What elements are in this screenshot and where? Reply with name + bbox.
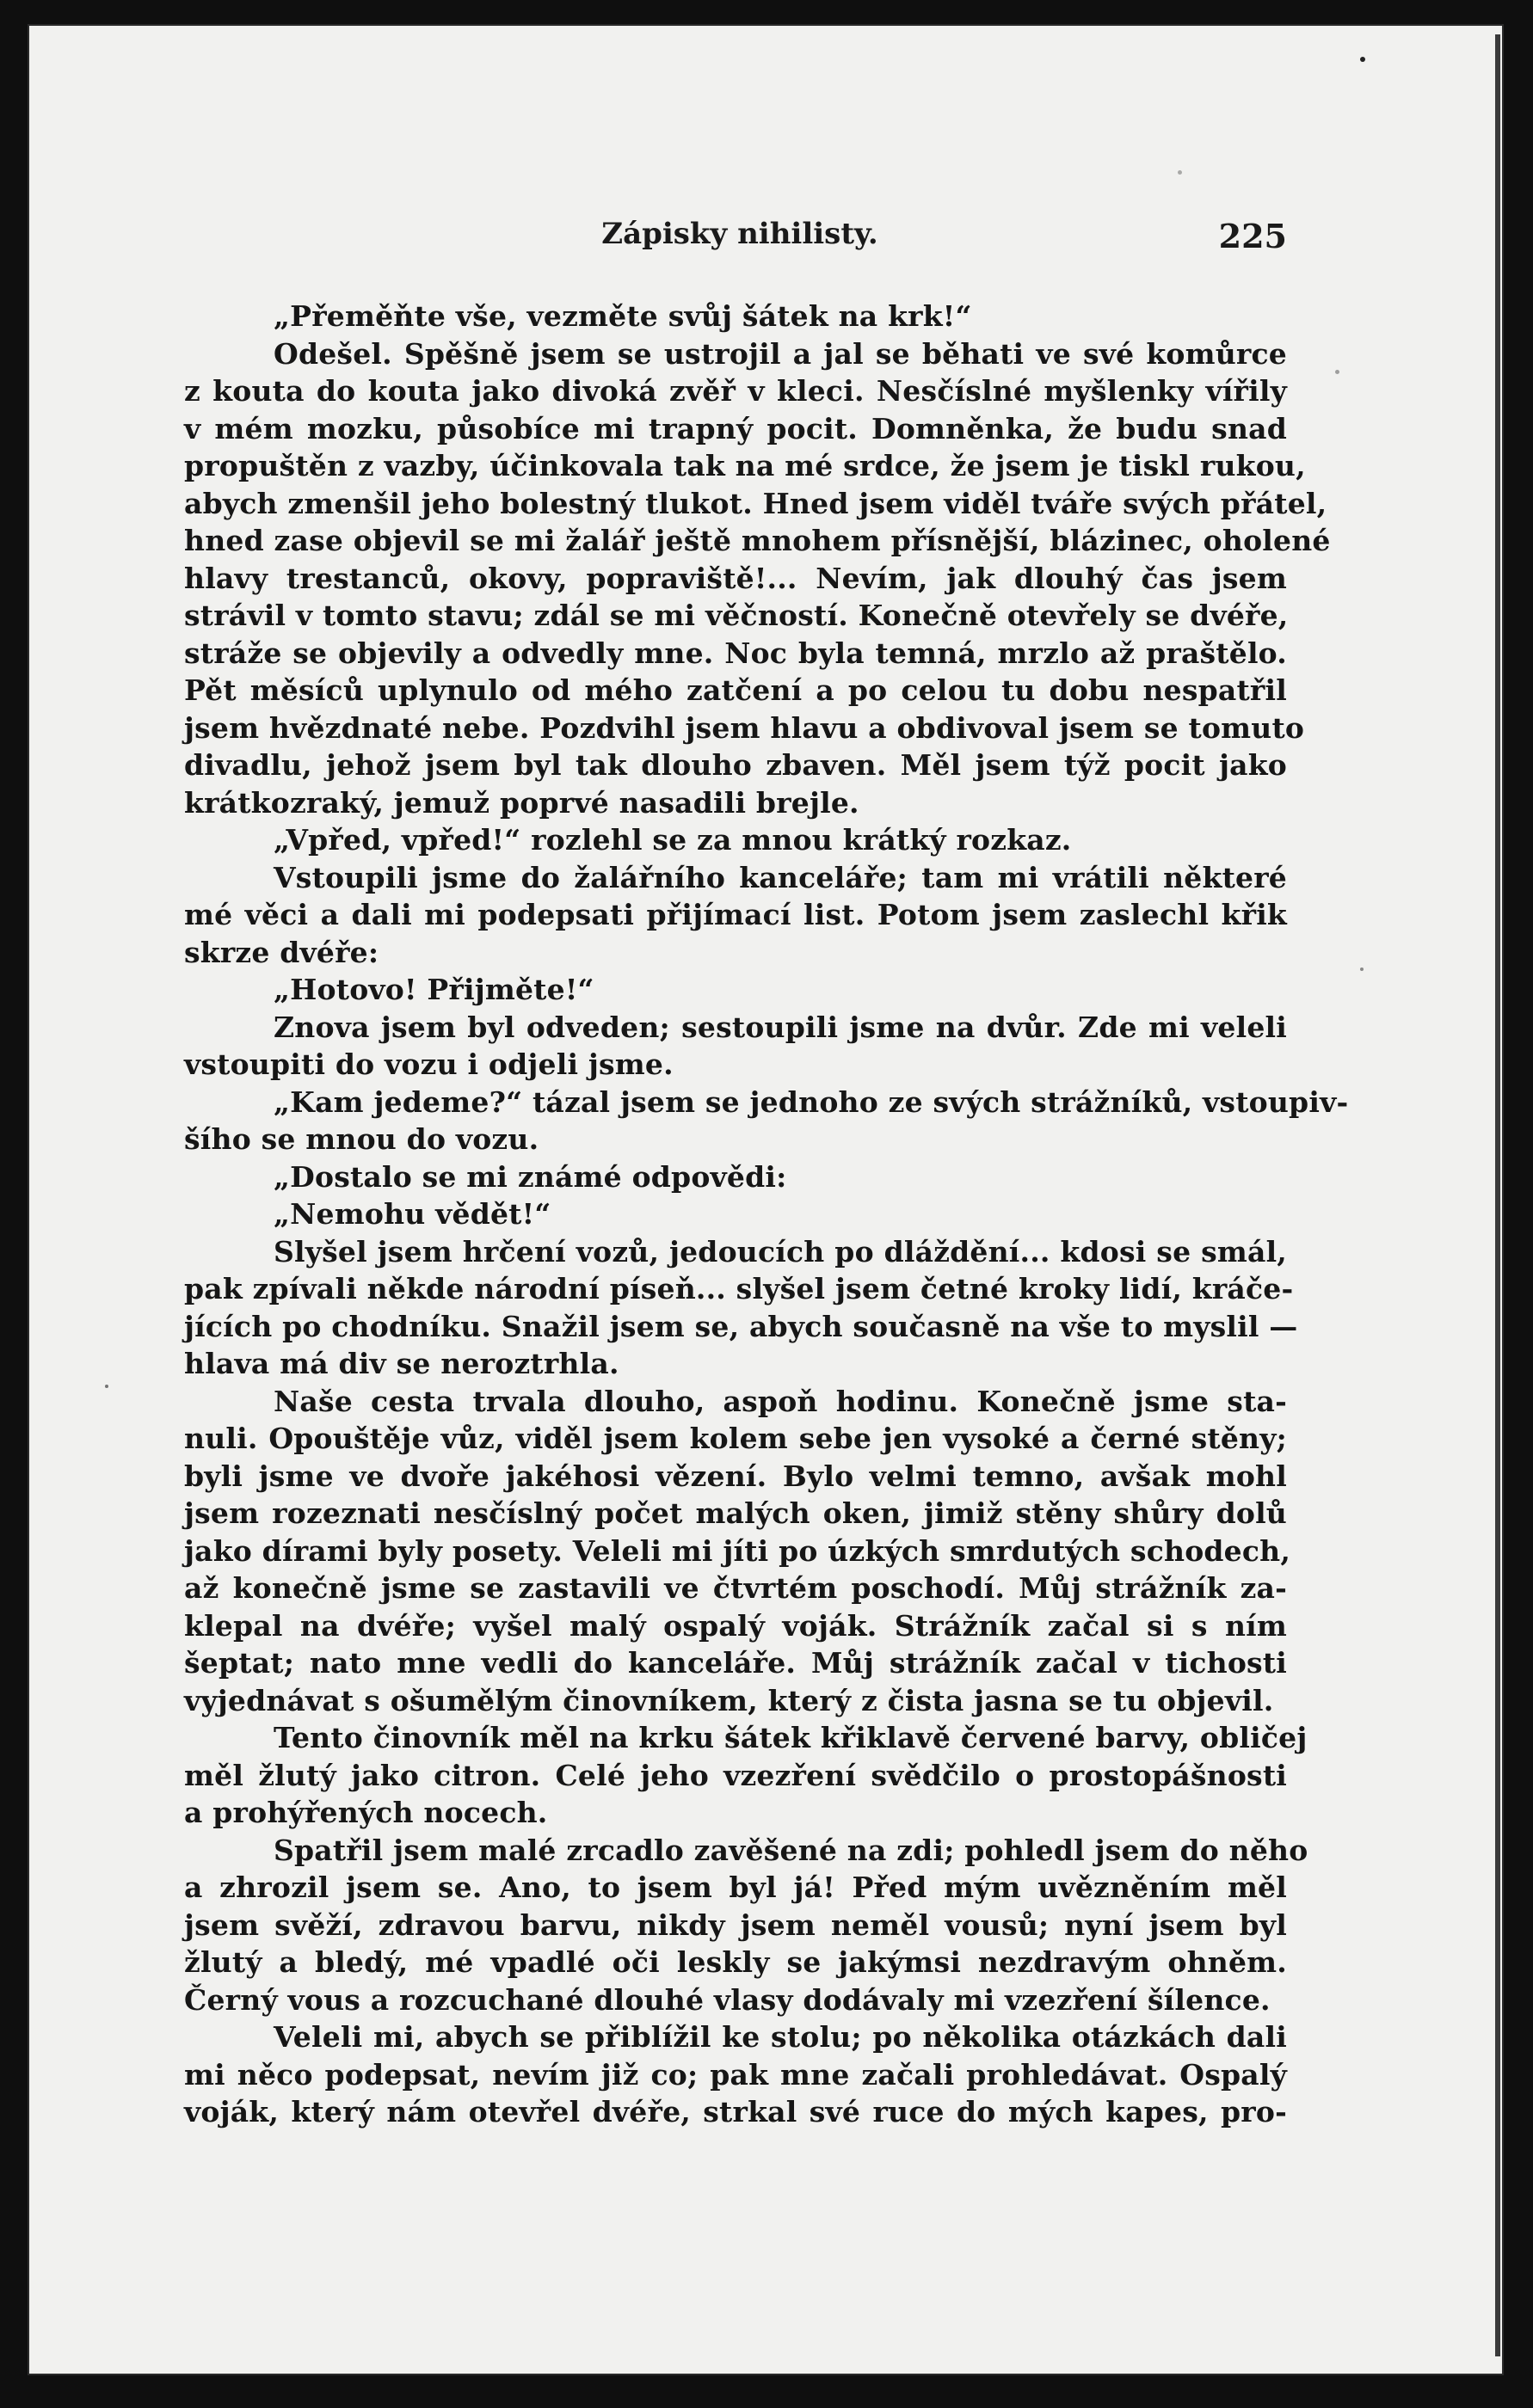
text-line: jících po chodníku. Snažil jsem se, abych současně na vše to myslil — — [184, 1309, 1298, 1343]
text-line: „Kam jedeme?“ tázal jsem se jednoho ze svých strážníků, vstoupiv- — [274, 1084, 1349, 1119]
text-line: Pět měsíců uplynulo od mého zatčení a po celou tu dobu nespatřil — [184, 673, 1287, 707]
book-page — [29, 26, 1502, 2374]
text-line: měl žlutý jako citron. Celé jeho vzezření svědčilo o prostopášnosti — [184, 1758, 1287, 1792]
text-line: a prohýřených nocech. — [184, 1796, 548, 1829]
text-line: Vstoupili jsme do žalářního kanceláře; tam mi vrátili některé — [274, 860, 1287, 894]
text-line: jako dírami byly posety. Veleli mi jíti po úzkých smrdutých schodech, — [184, 1533, 1291, 1568]
text-line: hlavy trestanců, okovy, popraviště!... Nevím, jak dlouhý čas jsem — [184, 561, 1287, 595]
text-line: Naše cesta trvala dlouho, aspoň hodinu. Konečně jsme sta- — [274, 1384, 1287, 1418]
text-line: Tento činovník měl na krku šátek křiklavě červené barvy, obličej — [274, 1721, 1308, 1754]
text-line: „Vpřed, vpřed!“ rozlehl se za mnou krátký rozkaz. — [274, 823, 1072, 857]
text-line: žlutý a bledý, mé vpadlé oči leskly se jakýmsi nezdravým ohněm. — [184, 1945, 1287, 1979]
text-line: „Přeměňte vše, vezměte svůj šátek na krk!“ — [274, 299, 972, 333]
scan-edge — [1495, 34, 1500, 2356]
text-line: propuštěn z vazby, účinkovala tak na mé srdce, že jsem je tiskl rukou, — [184, 449, 1306, 482]
text-line: Slyšel jsem hrčení vozů, jedoucích po dláždění... kdosi se smál, — [274, 1234, 1287, 1268]
text-line: „Dostalo se mi známé odpovědi: — [274, 1159, 787, 1194]
text-line: šeptat; nato mne vedli do kanceláře. Můj strážník začal v tichosti — [184, 1646, 1287, 1680]
text-line: voják, který nám otevřel dvéře, strkal své ruce do mých kapes, pro- — [184, 2095, 1287, 2128]
text-line: Veleli mi, abych se přiblížil ke stolu; po několika otázkách dali — [274, 2020, 1287, 2054]
body-text — [184, 298, 1349, 2131]
text-line: „Hotovo! Přijměte!“ — [274, 973, 594, 1006]
running-title: Zápisky nihilisty. — [601, 217, 878, 251]
text-line: strávil v tomto stavu; zdál se mi věčností. Konečně otevřely se dvéře, — [184, 599, 1289, 632]
scan-speck — [1360, 968, 1364, 971]
text-line: skrze dvéře: — [184, 935, 379, 969]
text-line: v mém mozku, působíce mi trapný pocit. Domněnka, že budu snad — [184, 411, 1287, 445]
text-line: hned zase objevil se mi žalář ještě mnohem přísnější, blázinec, oholené — [184, 524, 1331, 557]
text-line: mi něco podepsat, nevím již co; pak mne začali prohledávat. Ospalý — [184, 2057, 1287, 2092]
scan-speck — [1335, 370, 1339, 374]
text-line: Černý vous a rozcuchané dlouhé vlasy dodávaly mi vzezření šílence. — [184, 1982, 1271, 2017]
text-line: vyjednávat s ošumělým činovníkem, který z čista jasna se tu objevil. — [184, 1683, 1274, 1717]
text-line: jsem hvězdnaté nebe. Pozdvihl jsem hlavu a obdivoval jsem se tomuto — [184, 710, 1305, 745]
text-line: až konečně jsme se zastavili ve čtvrtém poschodí. Můj strážník za- — [184, 1571, 1287, 1605]
text-line: byli jsme ve dvoře jakéhosi vězení. Bylo velmi temno, avšak mohl — [184, 1459, 1287, 1493]
text-line: pak zpívali někde národní píseň... slyšel jsem četné kroky lidí, kráče- — [184, 1272, 1294, 1305]
text-line: klepal na dvéře; vyšel malý ospalý voják. Strážník začal si s ním — [184, 1608, 1287, 1643]
page-number: 225 — [1218, 217, 1287, 255]
text-line: nuli. Opouštěje vůz, viděl jsem kolem sebe jen vysoké a černé stěny; — [184, 1422, 1287, 1455]
scan-speck — [1178, 170, 1182, 175]
text-line: abych zmenšil jeho bolestný tlukot. Hned jsem viděl tváře svých přátel, — [184, 486, 1327, 520]
text-line: jsem rozeznati nesčíslný počet malých oken, jimiž stěny shůry dolů — [184, 1496, 1287, 1530]
text-line: krátkozraký, jemuž poprvé nasadili brejle. — [184, 785, 859, 820]
scan-speck — [105, 1385, 108, 1388]
text-line: Odešel. Spěšně jsem se ustrojil a jal se běhati ve své komůrce — [274, 336, 1287, 371]
text-line: a zhrozil jsem se. Ano, to jsem byl já! Před mým uvězněním měl — [184, 1870, 1287, 1904]
text-line: z kouta do kouta jako divoká zvěř v kleci. Nesčíslné myšlenky vířily — [184, 374, 1287, 408]
text-line: mé věci a dali mi podepsati přijímací list. Potom jsem zaslechl křik — [184, 898, 1287, 931]
text-line: vstoupiti do vozu i odjeli jsme. — [184, 1047, 674, 1081]
text-line: stráže se objevily a odvedly mne. Noc byla temná, mrzlo až praštělo. — [184, 636, 1287, 670]
text-line: divadlu, jehož jsem byl tak dlouho zbaven. Měl jsem týž pocit jako — [184, 748, 1287, 782]
text-line: hlava má div se neroztrhla. — [184, 1347, 619, 1380]
text-line: „Nemohu vědět!“ — [274, 1197, 551, 1231]
text-line: šího se mnou do vozu. — [184, 1122, 539, 1156]
text-line: jsem svěží, zdravou barvu, nikdy jsem neměl vousů; nyní jsem byl — [184, 1907, 1287, 1942]
scan-speck — [1360, 57, 1365, 62]
text-line: Spatřil jsem malé zrcadlo zavěšené na zdi; pohledl jsem do něho — [274, 1833, 1308, 1867]
text-line: Znova jsem byl odveden; sestoupili jsme na dvůr. Zde mi veleli — [274, 1010, 1287, 1044]
page-header — [193, 217, 1287, 258]
